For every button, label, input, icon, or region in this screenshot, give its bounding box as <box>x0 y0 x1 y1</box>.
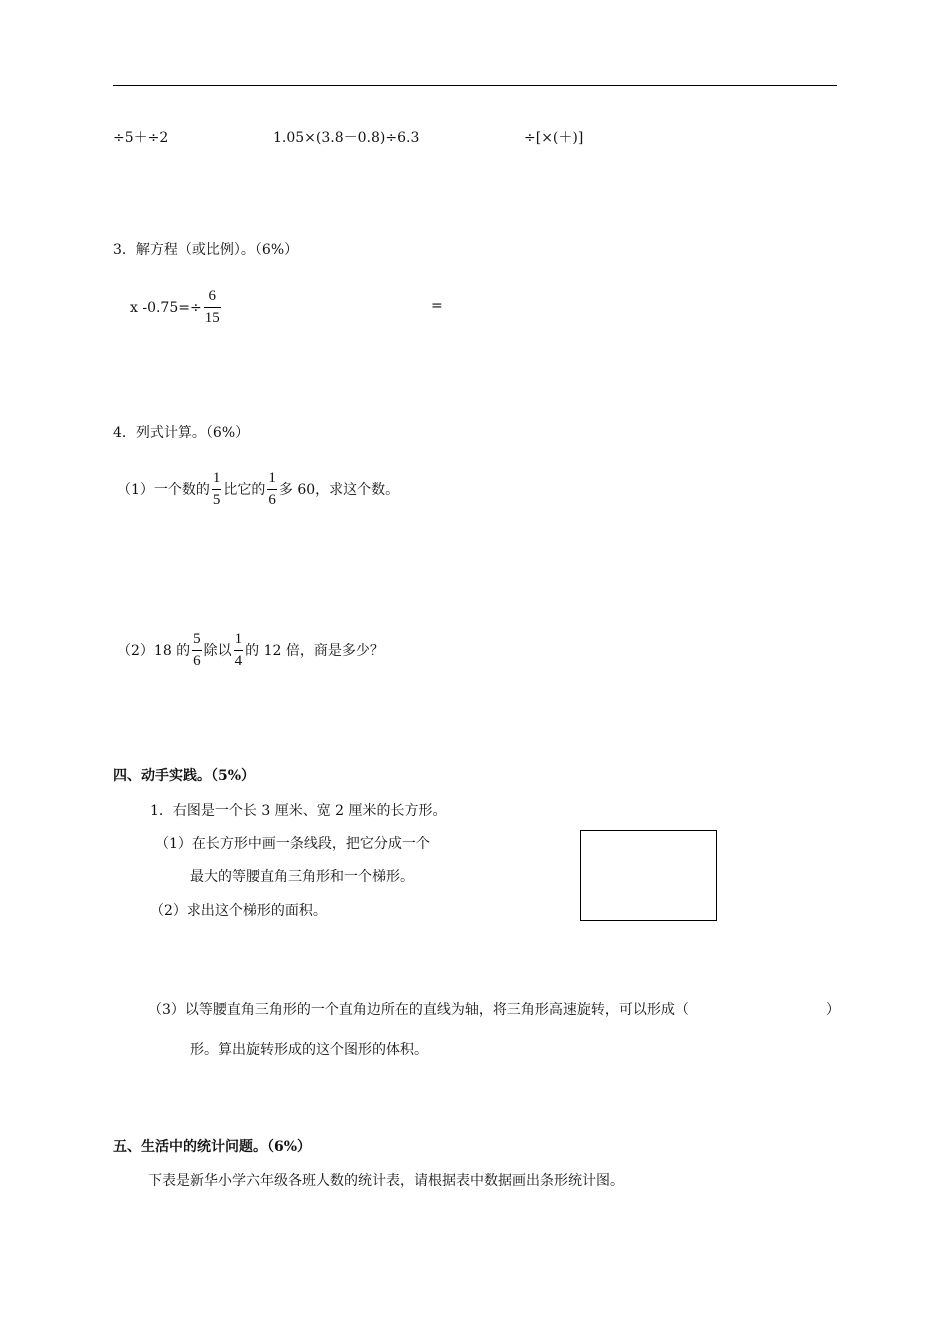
fraction <box>192 631 202 670</box>
section-4-heading: 四、动手实践。（5%） <box>113 768 256 784</box>
fraction-numerator: 1 <box>212 469 221 486</box>
section-5-heading: 五、生活中的统计问题。（6%） <box>113 1139 312 1155</box>
section-4-sub-3-line-1: （3）以等腰直角三角形的一个直角边所在的直线为轴，将三角形高速旋转，可以形成（ <box>148 1002 689 1018</box>
q4-p1-text-a: （1）一个数的 <box>117 482 210 498</box>
q4-p2-text-b: 除以 <box>203 643 232 659</box>
section-4-sub-1-line-2: 最大的等腰直角三角形和一个梯形。 <box>190 869 414 885</box>
fraction-numerator: 1 <box>268 469 276 486</box>
fraction-numerator: 1 <box>234 630 243 647</box>
q3-equation-2: = <box>431 298 443 314</box>
calc-expression-3: ÷[×(＋)] <box>524 130 584 146</box>
q4-p1-text-b: 比它的 <box>223 482 266 498</box>
fraction-numerator: 5 <box>193 630 201 647</box>
calc-expression-1: ÷5＋÷2 <box>113 130 169 146</box>
section-4-sub-2: （2）求出这个梯形的面积。 <box>150 903 327 919</box>
fraction-denominator: 15 <box>204 309 220 326</box>
q4-problem-1 <box>117 466 399 514</box>
fraction-denominator: 6 <box>268 491 276 508</box>
fraction <box>204 288 221 327</box>
fraction <box>234 631 244 670</box>
section-4-sub-1-line-1: （1）在长方形中画一条线段，把它分成一个 <box>155 836 430 852</box>
q4-p2-text-a: （2）18 的 <box>117 643 191 659</box>
q4-p2-text-c: 的 12 倍，商是多少？ <box>245 643 384 659</box>
q4-problem-2 <box>117 627 384 675</box>
section-4-sub-3-line-2: 形。算出旋转形成的这个图形的体积。 <box>190 1042 428 1058</box>
calc-expression-2: 1.05×(3.8－0.8)÷6.3 <box>273 130 420 146</box>
q3-equation-1 <box>130 284 223 332</box>
fraction-denominator: 6 <box>193 652 201 669</box>
section-4-item-1: 1．右图是一个长 3 厘米、宽 2 厘米的长方形。 <box>150 803 447 819</box>
section-5-text: 下表是新华小学六年级各班人数的统计表，请根据表中数据画出条形统计图。 <box>148 1173 624 1189</box>
fraction-denominator: 4 <box>234 652 243 669</box>
header-rule <box>113 85 837 86</box>
fraction <box>267 470 277 509</box>
q3-equation-1-text: x -0.75=÷ <box>130 300 202 316</box>
fraction <box>212 470 222 509</box>
q4-p1-text-c: 多 60，求这个数。 <box>278 482 400 498</box>
rectangle-figure <box>580 830 717 921</box>
fraction-numerator: 6 <box>208 287 216 304</box>
q4-title: 4．列式计算。（6%） <box>113 425 250 441</box>
fraction-denominator: 5 <box>212 491 221 508</box>
q3-title: 3．解方程（或比例）。（6%） <box>113 242 299 258</box>
section-4-sub-3-close-paren: ） <box>826 1002 840 1018</box>
